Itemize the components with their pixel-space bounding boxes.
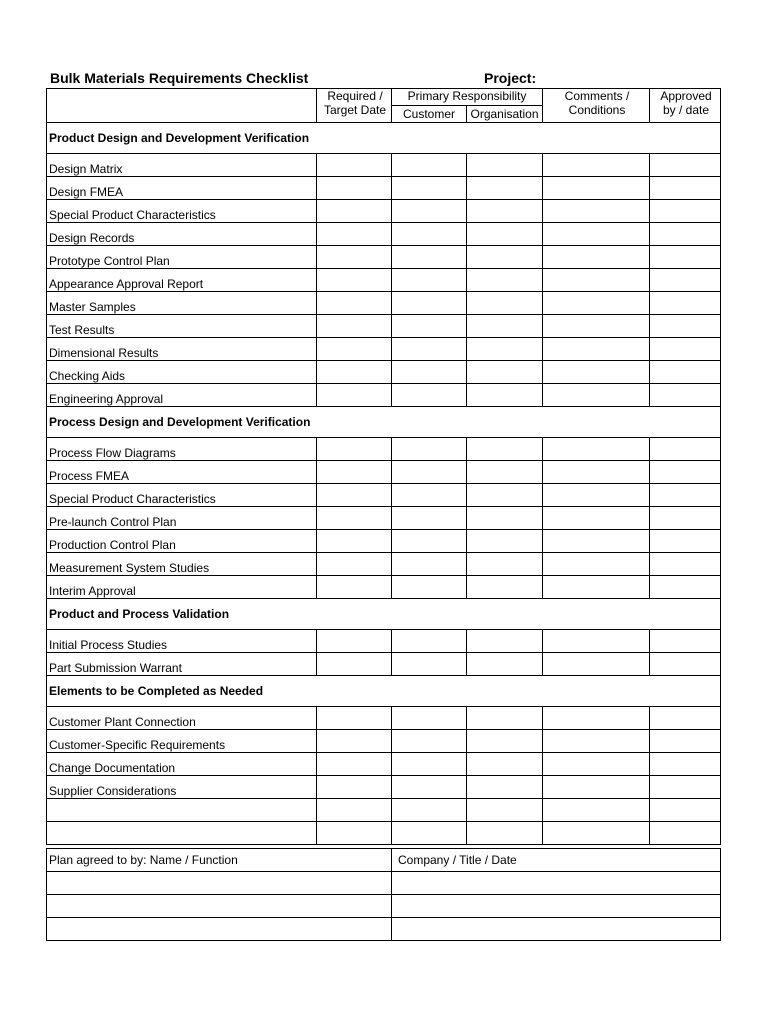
organisation-cell[interactable] <box>467 553 543 576</box>
checklist-row <box>47 338 721 361</box>
signoff-company-title-date-cell[interactable] <box>392 918 721 941</box>
comments-cell[interactable] <box>543 707 650 730</box>
comments-cell[interactable] <box>543 461 650 484</box>
item-label <box>47 799 317 822</box>
approved-cell[interactable] <box>650 361 721 384</box>
approved-cell[interactable] <box>650 177 721 200</box>
item-label: Interim Approval <box>47 576 317 599</box>
comments-cell[interactable] <box>543 530 650 553</box>
comments-cell[interactable] <box>543 269 650 292</box>
organisation-cell[interactable] <box>467 246 543 269</box>
approved-cell[interactable] <box>650 576 721 599</box>
organisation-cell[interactable] <box>467 461 543 484</box>
checklist-row <box>47 553 721 576</box>
project-label: Project: <box>484 70 537 86</box>
organisation-cell[interactable] <box>467 315 543 338</box>
comments-cell[interactable] <box>543 384 650 407</box>
comments-cell[interactable] <box>543 154 650 177</box>
item-label: Dimensional Results <box>47 338 317 361</box>
organisation-cell[interactable] <box>467 200 543 223</box>
customer-cell[interactable] <box>392 154 467 177</box>
checklist-row <box>47 269 721 292</box>
organisation-cell[interactable] <box>467 223 543 246</box>
customer-cell[interactable] <box>392 707 467 730</box>
item-label: Appearance Approval Report <box>47 269 317 292</box>
customer-cell[interactable] <box>392 338 467 361</box>
organisation-cell[interactable] <box>467 177 543 200</box>
signoff-table <box>46 848 721 941</box>
organisation-cell[interactable] <box>467 630 543 653</box>
checklist-row <box>47 576 721 599</box>
header-required-target-date: Required / Target Date <box>317 89 392 123</box>
signoff-name-function-cell[interactable] <box>47 895 392 918</box>
item-label: Design Matrix <box>47 154 317 177</box>
comments-cell[interactable] <box>543 822 650 845</box>
required-target-date-cell[interactable] <box>317 461 392 484</box>
section-title: Elements to be Completed as Needed <box>47 676 721 707</box>
organisation-cell[interactable] <box>467 292 543 315</box>
organisation-cell[interactable] <box>467 438 543 461</box>
customer-cell[interactable] <box>392 292 467 315</box>
signoff-name-function-label: Plan agreed to by: Name / Function <box>47 849 392 872</box>
required-target-date-cell[interactable] <box>317 438 392 461</box>
checklist-row <box>47 484 721 507</box>
required-target-date-cell[interactable] <box>317 576 392 599</box>
section-row <box>47 123 721 154</box>
checklist-row <box>47 653 721 676</box>
organisation-cell[interactable] <box>467 269 543 292</box>
item-label: Test Results <box>47 315 317 338</box>
checklist-row <box>47 822 721 845</box>
comments-cell[interactable] <box>543 553 650 576</box>
header-comments-conditions: Comments / Conditions <box>543 89 650 123</box>
item-label: Special Product Characteristics <box>47 484 317 507</box>
checklist-row <box>47 630 721 653</box>
required-target-date-cell[interactable] <box>317 776 392 799</box>
comments-cell[interactable] <box>543 507 650 530</box>
comments-cell[interactable] <box>543 799 650 822</box>
comments-cell[interactable] <box>543 292 650 315</box>
checklist-row <box>47 361 721 384</box>
required-target-date-cell[interactable] <box>317 361 392 384</box>
required-target-date-cell[interactable] <box>317 730 392 753</box>
checklist-row <box>47 200 721 223</box>
item-label: Measurement System Studies <box>47 553 317 576</box>
approved-cell[interactable] <box>650 461 721 484</box>
section-row <box>47 599 721 630</box>
approved-cell[interactable] <box>650 707 721 730</box>
customer-cell[interactable] <box>392 177 467 200</box>
customer-cell[interactable] <box>392 822 467 845</box>
item-label: Process Flow Diagrams <box>47 438 317 461</box>
required-target-date-cell[interactable] <box>317 200 392 223</box>
organisation-cell[interactable] <box>467 822 543 845</box>
required-target-date-cell[interactable] <box>317 292 392 315</box>
checklist-row <box>47 707 721 730</box>
item-label: Supplier Considerations <box>47 776 317 799</box>
customer-cell[interactable] <box>392 438 467 461</box>
section-title: Product and Process Validation <box>47 599 721 630</box>
signoff-row <box>47 895 721 918</box>
item-label: Initial Process Studies <box>47 630 317 653</box>
organisation-cell[interactable] <box>467 530 543 553</box>
checklist-row <box>47 753 721 776</box>
required-target-date-cell[interactable] <box>317 154 392 177</box>
customer-cell[interactable] <box>392 653 467 676</box>
approved-cell[interactable] <box>650 653 721 676</box>
required-target-date-cell[interactable] <box>317 384 392 407</box>
required-target-date-cell[interactable] <box>317 553 392 576</box>
section-title: Product Design and Development Verification <box>47 123 721 154</box>
required-target-date-cell[interactable] <box>317 822 392 845</box>
approved-cell[interactable] <box>650 822 721 845</box>
required-target-date-cell[interactable] <box>317 484 392 507</box>
customer-cell[interactable] <box>392 315 467 338</box>
organisation-cell[interactable] <box>467 707 543 730</box>
document-title: Bulk Materials Requirements Checklist <box>50 70 309 86</box>
item-label: Design Records <box>47 223 317 246</box>
section-row <box>47 407 721 438</box>
item-label: Process FMEA <box>47 461 317 484</box>
customer-cell[interactable] <box>392 730 467 753</box>
item-label: Production Control Plan <box>47 530 317 553</box>
item-label: Engineering Approval <box>47 384 317 407</box>
approved-cell[interactable] <box>650 315 721 338</box>
required-target-date-cell[interactable] <box>317 246 392 269</box>
signoff-name-function-cell[interactable] <box>47 918 392 941</box>
comments-cell[interactable] <box>543 630 650 653</box>
approved-cell[interactable] <box>650 799 721 822</box>
approved-cell[interactable] <box>650 630 721 653</box>
header-customer: Customer <box>392 106 467 123</box>
approved-cell[interactable] <box>650 223 721 246</box>
organisation-cell[interactable] <box>467 776 543 799</box>
comments-cell[interactable] <box>543 338 650 361</box>
required-target-date-cell[interactable] <box>317 507 392 530</box>
checklist-row <box>47 507 721 530</box>
approved-cell[interactable] <box>650 530 721 553</box>
approved-cell[interactable] <box>650 438 721 461</box>
approved-cell[interactable] <box>650 292 721 315</box>
comments-cell[interactable] <box>543 315 650 338</box>
comments-cell[interactable] <box>543 438 650 461</box>
checklist-row <box>47 461 721 484</box>
item-label: Customer Plant Connection <box>47 707 317 730</box>
organisation-cell[interactable] <box>467 730 543 753</box>
customer-cell[interactable] <box>392 384 467 407</box>
header-blank-cell <box>47 89 317 123</box>
item-label: Master Samples <box>47 292 317 315</box>
checklist-row <box>47 384 721 407</box>
organisation-cell[interactable] <box>467 653 543 676</box>
approved-cell[interactable] <box>650 384 721 407</box>
customer-cell[interactable] <box>392 484 467 507</box>
comments-cell[interactable] <box>543 177 650 200</box>
required-target-date-cell[interactable] <box>317 177 392 200</box>
signoff-company-title-date-cell[interactable] <box>392 872 721 895</box>
signoff-row <box>47 872 721 895</box>
item-label: Pre-launch Control Plan <box>47 507 317 530</box>
customer-cell[interactable] <box>392 553 467 576</box>
approved-cell[interactable] <box>650 200 721 223</box>
item-label: Special Product Characteristics <box>47 200 317 223</box>
approved-cell[interactable] <box>650 507 721 530</box>
checklist-row <box>47 799 721 822</box>
customer-cell[interactable] <box>392 753 467 776</box>
approved-cell[interactable] <box>650 154 721 177</box>
organisation-cell[interactable] <box>467 338 543 361</box>
required-target-date-cell[interactable] <box>317 799 392 822</box>
checklist-table <box>46 88 721 845</box>
required-target-date-cell[interactable] <box>317 707 392 730</box>
required-target-date-cell[interactable] <box>317 223 392 246</box>
comments-cell[interactable] <box>543 753 650 776</box>
signoff-company-title-date-cell[interactable] <box>392 895 721 918</box>
checklist-row <box>47 438 721 461</box>
organisation-cell[interactable] <box>467 753 543 776</box>
checklist-row <box>47 154 721 177</box>
customer-cell[interactable] <box>392 530 467 553</box>
customer-cell[interactable] <box>392 576 467 599</box>
comments-cell[interactable] <box>543 246 650 269</box>
checklist-row <box>47 292 721 315</box>
signoff-company-title-date-label: Company / Title / Date <box>392 849 721 872</box>
header-organisation: Organisation <box>467 106 543 123</box>
section-row <box>47 676 721 707</box>
checklist-row <box>47 776 721 799</box>
organisation-cell[interactable] <box>467 384 543 407</box>
item-label: Checking Aids <box>47 361 317 384</box>
customer-cell[interactable] <box>392 461 467 484</box>
item-label: Prototype Control Plan <box>47 246 317 269</box>
organisation-cell[interactable] <box>467 484 543 507</box>
organisation-cell[interactable] <box>467 361 543 384</box>
required-target-date-cell[interactable] <box>317 530 392 553</box>
required-target-date-cell[interactable] <box>317 653 392 676</box>
customer-cell[interactable] <box>392 223 467 246</box>
comments-cell[interactable] <box>543 653 650 676</box>
required-target-date-cell[interactable] <box>317 269 392 292</box>
approved-cell[interactable] <box>650 338 721 361</box>
comments-cell[interactable] <box>543 200 650 223</box>
customer-cell[interactable] <box>392 361 467 384</box>
organisation-cell[interactable] <box>467 507 543 530</box>
approved-cell[interactable] <box>650 776 721 799</box>
comments-cell[interactable] <box>543 576 650 599</box>
checklist-row <box>47 315 721 338</box>
item-label: Part Submission Warrant <box>47 653 317 676</box>
required-target-date-cell[interactable] <box>317 338 392 361</box>
customer-cell[interactable] <box>392 776 467 799</box>
checklist-row <box>47 223 721 246</box>
customer-cell[interactable] <box>392 799 467 822</box>
customer-cell[interactable] <box>392 630 467 653</box>
item-label: Customer-Specific Requirements <box>47 730 317 753</box>
item-label <box>47 822 317 845</box>
approved-cell[interactable] <box>650 269 721 292</box>
customer-cell[interactable] <box>392 246 467 269</box>
approved-cell[interactable] <box>650 753 721 776</box>
checklist-row <box>47 730 721 753</box>
checklist-row <box>47 246 721 269</box>
section-title: Process Design and Development Verification <box>47 407 721 438</box>
comments-cell[interactable] <box>543 776 650 799</box>
required-target-date-cell[interactable] <box>317 753 392 776</box>
approved-cell[interactable] <box>650 730 721 753</box>
customer-cell[interactable] <box>392 507 467 530</box>
comments-cell[interactable] <box>543 484 650 507</box>
comments-cell[interactable] <box>543 730 650 753</box>
organisation-cell[interactable] <box>467 799 543 822</box>
item-label: Change Documentation <box>47 753 317 776</box>
signoff-row <box>47 918 721 941</box>
required-target-date-cell[interactable] <box>317 315 392 338</box>
comments-cell[interactable] <box>543 223 650 246</box>
customer-cell[interactable] <box>392 269 467 292</box>
header-primary-responsibility: Primary Responsibility <box>392 89 543 106</box>
approved-cell[interactable] <box>650 553 721 576</box>
organisation-cell[interactable] <box>467 576 543 599</box>
signoff-name-function-cell[interactable] <box>47 872 392 895</box>
header-approved-by-date: Approved by / date <box>650 89 721 123</box>
approved-cell[interactable] <box>650 484 721 507</box>
organisation-cell[interactable] <box>467 154 543 177</box>
comments-cell[interactable] <box>543 361 650 384</box>
checklist-row <box>47 530 721 553</box>
approved-cell[interactable] <box>650 246 721 269</box>
customer-cell[interactable] <box>392 200 467 223</box>
checklist-row <box>47 177 721 200</box>
item-label: Design FMEA <box>47 177 317 200</box>
required-target-date-cell[interactable] <box>317 630 392 653</box>
